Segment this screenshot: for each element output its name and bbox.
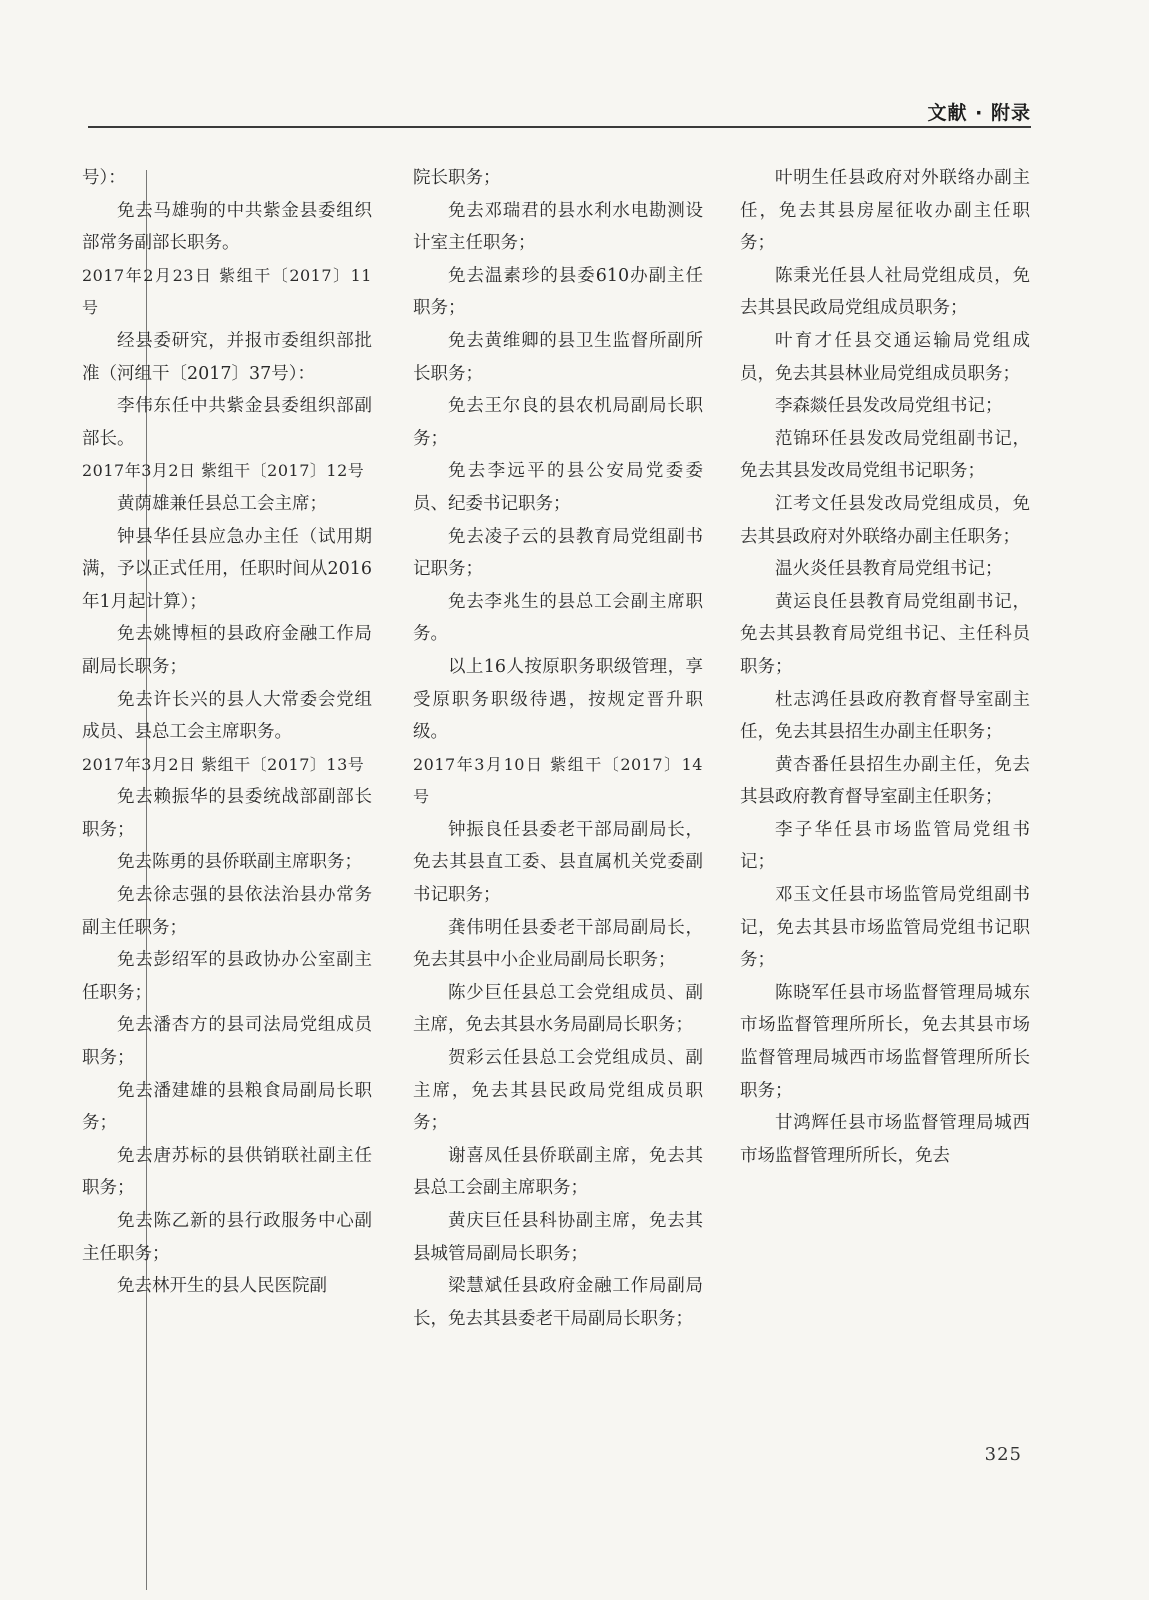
paragraph: 免去彭绍军的县政协办公室副主任职务； [82, 950, 372, 1003]
paragraph: 叶育才任县交通运输局党组成员，免去其县林业局党组成员职务； [740, 330, 1030, 384]
paragraph: 钟县华任县应急办主任（试用期满，予以正式任用，任职时间从2016年1月起计算）； [82, 526, 372, 612]
header-rule [88, 126, 1031, 128]
text-column-2 [413, 162, 703, 1335]
paragraph: 院长职务； [413, 168, 501, 188]
paragraph: 免去邓瑞君的县水利水电勘测设计室主任职务； [413, 200, 703, 254]
paragraph: 范锦环任县发改局党组副书记，免去其县发改局党组书记职务； [740, 428, 1030, 482]
paragraph: 梁慧斌任县政府金融工作局副局长，免去其县委老干局副局长职务； [413, 1276, 703, 1329]
paragraph: 免去潘建雄的县粮食局副局长职务； [82, 1080, 372, 1134]
paragraph: 号）： [82, 168, 126, 188]
paragraph: 龚伟明任县委老干部局副局长，免去其县中小企业局副局长职务； [413, 917, 703, 971]
paragraph: 免去王尔良的县农机局副局长职务； [413, 396, 703, 449]
paragraph: 钟振良任县委老干部局副局长，免去其县直工委、县直属机关党委副书记职务； [413, 819, 703, 906]
paragraph: 免去李远平的县公安局党委委员、纪委书记职务； [413, 461, 703, 514]
paragraph: 甘鸿辉任县市场监督管理局城西市场监督管理所所长，免去 [740, 1113, 1030, 1166]
paragraph: 李子华任县市场监管局党组书记； [740, 819, 1030, 873]
paragraph: 黄杏番任县招生办副主任，免去其县政府教育督导室副主任职务； [740, 754, 1030, 808]
paragraph: 免去唐苏标的县供销联社副主任职务； [82, 1145, 372, 1199]
paragraph: 黄庆巨任县科协副主席，免去其县城管局副局长职务； [413, 1211, 703, 1264]
paragraph: 陈晓军任县市场监督管理局城东市场监督管理所所长，免去其县市场监督管理局城西市场监督管理所所长职务； [740, 982, 1030, 1101]
document-reference: 2017年2月23日 紫组干〔2017〕11号 [82, 265, 372, 318]
paragraph: 经县委研究，并报市委组织部批准（河组干〔2017〕37号）： [82, 330, 372, 384]
paragraph: 陈秉光任县人社局党组成员，免去其县民政局党组成员职务； [740, 265, 1030, 319]
text-column-1 [82, 162, 372, 1303]
paragraph: 免去陈勇的县侨联副主席职务； [117, 852, 362, 873]
paragraph: 免去马雄驹的中共紫金县委组织部常务副部长职务。 [82, 200, 372, 254]
paragraph: 免去许长兴的县人大常委会党组成员、县总工会主席职务。 [82, 689, 372, 743]
paragraph: 杜志鸿任县政府教育督导室副主任，免去其县招生办副主任职务； [740, 689, 1030, 743]
paragraph: 免去凌子云的县教育局党组副书记职务； [413, 526, 703, 580]
page-number: 325 [984, 1444, 1022, 1465]
paragraph: 免去陈乙新的县行政服务中心副主任职务； [82, 1211, 372, 1264]
text-column-3 [740, 162, 1030, 1172]
paragraph: 李伟东任中共紫金县委组织部副部长。 [82, 396, 372, 449]
running-header: 文献 · 附录 [927, 102, 1031, 124]
paragraph: 李森燚任县发改局党组书记； [775, 396, 1003, 417]
paragraph: 免去林开生的县人民医院副 [117, 1276, 327, 1297]
paragraph: 陈少巨任县总工会党组成员、副主席，免去其县水务局副局长职务； [413, 982, 703, 1036]
document-reference: 2017年3月2日 紫组干〔2017〕12号 [82, 461, 365, 481]
paragraph: 黄运良任县教育局党组副书记，免去其县教育局党组书记、主任科员职务； [740, 591, 1030, 677]
paragraph: 免去姚博桓的县政府金融工作局副局长职务； [82, 624, 372, 677]
paragraph: 贺彩云任县总工会党组成员、副主席，免去其县民政局党组成员职务； [413, 1048, 703, 1134]
paragraph: 江考文任县发改局党组成员，免去其县政府对外联络办副主任职务； [740, 493, 1030, 547]
paragraph: 以上16人按原职务职级管理，享受原职务职级待遇，按规定晋升职级。 [413, 656, 703, 743]
paragraph: 邓玉文任县市场监管局党组副书记，免去其县市场监管局党组书记职务； [740, 885, 1030, 971]
paragraph: 温火炎任县教育局党组书记； [775, 559, 1003, 580]
paragraph: 黄荫雄兼任县总工会主席； [117, 493, 327, 514]
paragraph: 免去温素珍的县委610办副主任职务； [413, 265, 703, 319]
paragraph: 免去徐志强的县依法治县办常务副主任职务； [82, 885, 372, 938]
paragraph: 叶明生任县政府对外联络办副主任，免去其县房屋征收办副主任职务； [740, 168, 1030, 254]
paragraph: 谢喜凤任县侨联副主席，免去其县总工会副主席职务； [413, 1145, 703, 1199]
paragraph: 免去赖振华的县委统战部副部长职务； [82, 787, 372, 840]
paragraph: 免去李兆生的县总工会副主席职务。 [413, 591, 703, 645]
paragraph: 免去黄维卿的县卫生监督所副所长职务； [413, 330, 703, 384]
document-reference: 2017年3月2日 紫组干〔2017〕13号 [82, 754, 365, 774]
paragraph: 免去潘杏方的县司法局党组成员职务； [82, 1015, 372, 1069]
document-reference: 2017年3月10日 紫组干〔2017〕14号 [413, 754, 703, 807]
